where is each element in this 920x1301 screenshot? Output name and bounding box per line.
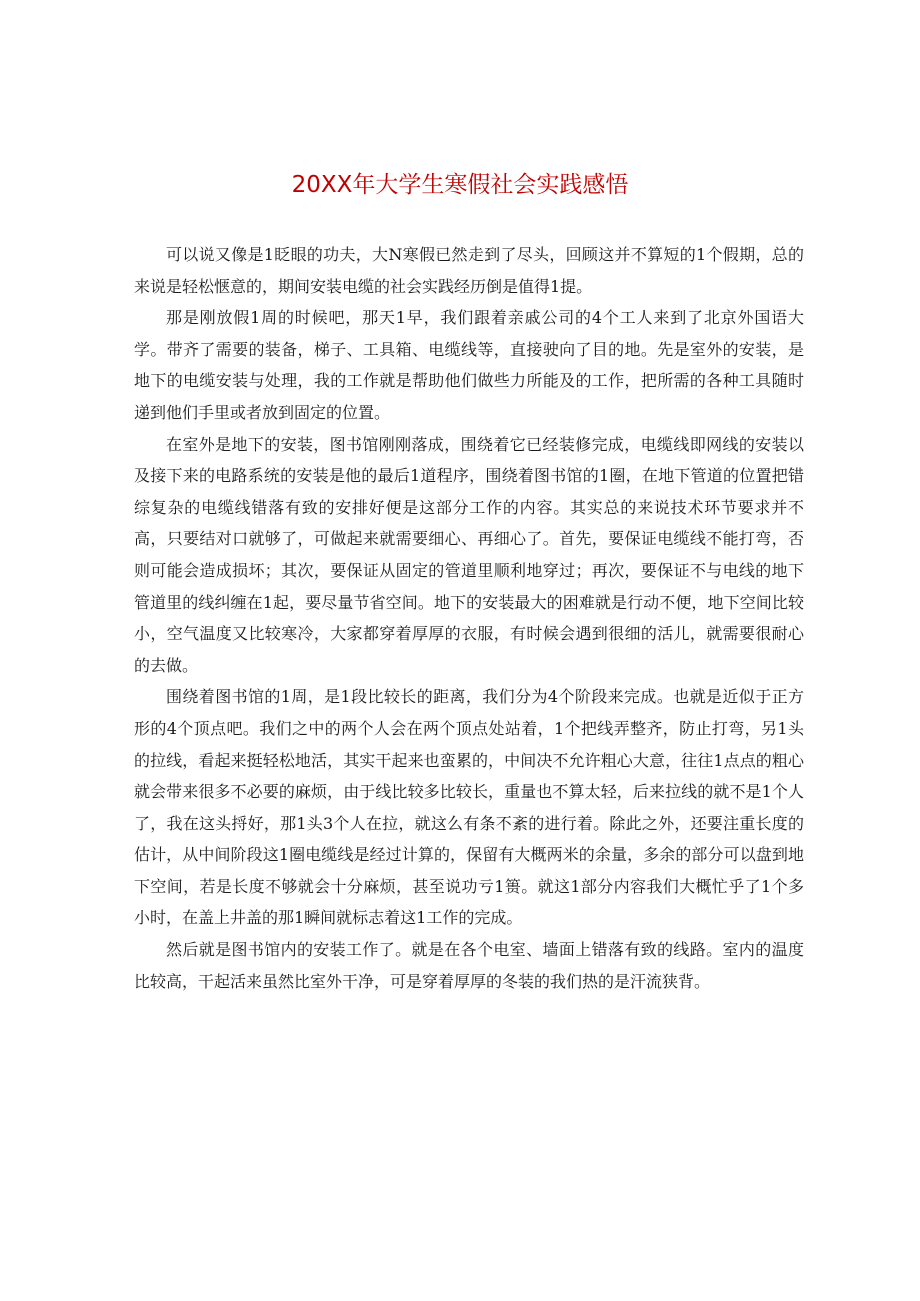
paragraph-1: 可以说又像是1眨眼的功夫，大N寒假已然走到了尽头，回顾这并不算短的1个假期，总的来说是轻松惬意的，期间安装电缆的社会实践经历倒是值得1提。 xyxy=(134,245,804,296)
paragraph-4: 围绕着图书馆的1周，是1段比较长的距离，我们分为4个阶段来完成。也就是近似于正方形的4个顶点吧。我们之中的两个人会在两个顶点处站着，1个把线弄整齐，防止打弯，另1头的拉线，看起来挺轻松地活，其实干起来也蛮累的，中间决不允许粗心大意，往往1点点的粗心就会带来很多不必要的麻烦，由于线比较多比较长，重量也不算太轻，后来拉线的就不是1个人了，我在这头捋好，那1头3个人在拉，就这么有条不紊的进行着。除此之外，还要注重长度的估计，从中间阶段这1圈电缆线是经过计算的，保留有大概两米的余量，多余的部分可以盘到地下空间，若是长度不够就会十分麻烦，甚至说功亏1篑。就这1部分内容我们大概忙乎了1个多小时，在盖上井盖的那1瞬间就标志着这1工作的完成。 xyxy=(134,687,804,928)
document-body xyxy=(134,239,804,997)
paragraph-3: 在室外是地下的安装，图书馆刚刚落成，围绕着它已经装修完成，电缆线即网线的安装以及接下来的电路系统的安装是他的最后1道程序，围绕着图书馆的1圈，在地下管道的位置把错综复杂的电缆线错落有致的安排好便是这部分工作的内容。其实总的来说技术环节要求并不高，只要结对口就够了，可做起来就需要细心、再细心了。首先，要保证电缆线不能打弯，否则可能会造成损坏；其次，要保证从固定的管道里顺利地穿过；再次，要保证不与电线的地下管道里的线纠缠在1起，要尽量节省空间。地下的安装最大的困难就是行动不便，地下空间比较小，空气温度又比较寒冷，大家都穿着厚厚的衣服，有时候会遇到很细的活儿，就需要很耐心的去做。 xyxy=(134,434,804,675)
paragraph-2: 那是刚放假1周的时候吧，那天1早，我们跟着亲戚公司的4个工人来到了北京外国语大学。带齐了需要的装备，梯子、工具箱、电缆线等，直接驶向了目的地。先是室外的安装，是地下的电缆安装与处理，我的工作就是帮助他们做些力所能及的工作，把所需的各种工具随时递到他们手里或者放到固定的位置。 xyxy=(134,308,804,422)
paragraph-5: 然后就是图书馆内的安装工作了。就是在各个电室、墙面上错落有致的线路。室内的温度比较高，干起活来虽然比室外干净，可是穿着厚厚的冬装的我们热的是汗流狭背。 xyxy=(134,940,804,991)
document-title: 20XX年大学生寒假社会实践感悟 xyxy=(291,172,629,198)
